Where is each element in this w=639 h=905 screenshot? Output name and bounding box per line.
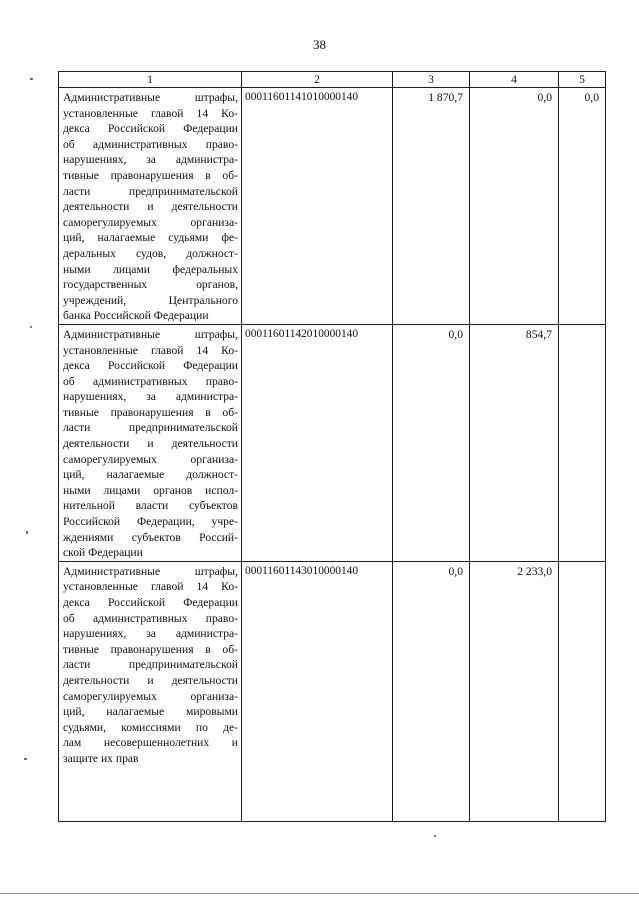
income-name-line: нарушениях, за администра-	[63, 627, 238, 641]
income-name-line: государственных органов,	[63, 278, 238, 292]
income-name-line: Административные штрафы,	[63, 564, 238, 578]
amount-col-5-cell	[559, 324, 606, 561]
budget-table	[58, 71, 606, 822]
amount-col-3-cell: 1 870,7	[393, 88, 470, 325]
income-name-line: декса Российской Федерации	[63, 359, 238, 373]
scan-mark	[434, 835, 436, 837]
amount-col-4-cell: 854,7	[470, 324, 559, 561]
income-name-line: нарушениях, за администра-	[63, 390, 238, 404]
header-row	[59, 72, 606, 88]
bottom-scan-edge	[0, 893, 639, 894]
income-name-line: декса Российской Федерации	[63, 596, 238, 609]
income-name-line: об административных право-	[63, 137, 238, 151]
budget-code-cell: 00011601142010000140	[242, 324, 393, 561]
header-col-2: 2	[242, 72, 393, 88]
amount-col-3-cell: 0,0	[393, 561, 470, 821]
income-name-line: деральных судов, должност-	[63, 246, 238, 260]
table-row	[59, 561, 606, 821]
income-name-line: об административных право-	[63, 374, 238, 388]
income-name-line: учреждений, Центрального	[63, 293, 238, 307]
header-col-3: 3	[393, 72, 470, 88]
income-name-line: установленные главой 14 Ко-	[63, 106, 238, 120]
income-name-line: нарушениях, за администра-	[63, 153, 238, 167]
income-name-cell	[59, 324, 242, 561]
income-name-line: саморегулируемых организа-	[63, 215, 238, 229]
income-name-line: ласти предпринимательской	[63, 658, 238, 672]
income-name-line: лам несовершеннолетних и	[63, 736, 238, 750]
income-name-line: Административные штрафы,	[63, 327, 238, 341]
scan-mark	[30, 78, 33, 80]
income-name-line: тивные правонарушения в об-	[63, 405, 238, 419]
table-row	[59, 324, 606, 561]
header-col-4: 4	[470, 72, 559, 88]
income-name-line: защите их прав	[63, 751, 139, 765]
income-name-line: ласти предпринимательской	[63, 184, 238, 198]
income-name-line: саморегулируемых организа-	[63, 689, 238, 703]
income-name-line: об административных право-	[63, 611, 238, 625]
budget-code-cell: 00011601141010000140	[242, 88, 393, 325]
income-name-line: судьями, комиссиями по де-	[63, 720, 238, 734]
income-name-line: ций, налагаемые мировыми	[63, 705, 238, 719]
income-name-line: Российской Федерации, учре-	[63, 515, 238, 529]
scan-mark	[30, 326, 32, 328]
income-name-line: банка Российской Федерации	[63, 309, 209, 323]
income-name-line: декса Российской Федерации	[63, 122, 238, 136]
scan-mark	[26, 531, 28, 534]
income-name-line: ласти предпринимательской	[63, 421, 238, 435]
income-name-line: ской Федерации	[63, 546, 143, 560]
income-name-line: Административные штрафы,	[63, 91, 238, 104]
income-name-cell	[59, 561, 242, 821]
income-name-cell	[59, 88, 242, 325]
income-name-line: саморегулируемых организа-	[63, 452, 238, 466]
income-name-line: нительной власти субъектов	[63, 499, 238, 513]
header-col-1: 1	[59, 72, 242, 88]
income-name-line: деятельности и деятельности	[63, 437, 238, 451]
income-name-line: ными лицами органов испол-	[63, 483, 238, 497]
amount-col-3-cell: 0,0	[393, 324, 470, 561]
header-col-5: 5	[559, 72, 606, 88]
income-name-line: ций, налагаемые должност-	[63, 468, 238, 482]
amount-col-4-cell: 2 233,0	[470, 561, 559, 821]
income-name-line: тивные правонарушения в об-	[63, 168, 238, 182]
income-name-line: ными лицами федеральных	[63, 262, 238, 276]
amount-col-4-cell: 0,0	[470, 88, 559, 325]
scan-mark	[24, 758, 27, 760]
income-name-line: установленные главой 14 Ко-	[63, 343, 238, 357]
budget-code-cell: 00011601143010000140	[242, 561, 393, 821]
amount-col-5-cell	[559, 561, 606, 821]
income-name-line: ждениями субъектов Россий-	[63, 530, 238, 544]
income-name-line: тивные правонарушения в об-	[63, 642, 238, 656]
income-name-line: ций, налагаемые судьями фе-	[63, 231, 238, 245]
income-name-line: деятельности и деятельности	[63, 673, 238, 687]
income-name-line: деятельности и деятельности	[63, 200, 238, 214]
income-name-line: установленные главой 14 Ко-	[63, 580, 238, 594]
page-number: 38	[313, 37, 326, 52]
amount-col-5-cell: 0,0	[559, 88, 606, 325]
table-row	[59, 88, 606, 325]
